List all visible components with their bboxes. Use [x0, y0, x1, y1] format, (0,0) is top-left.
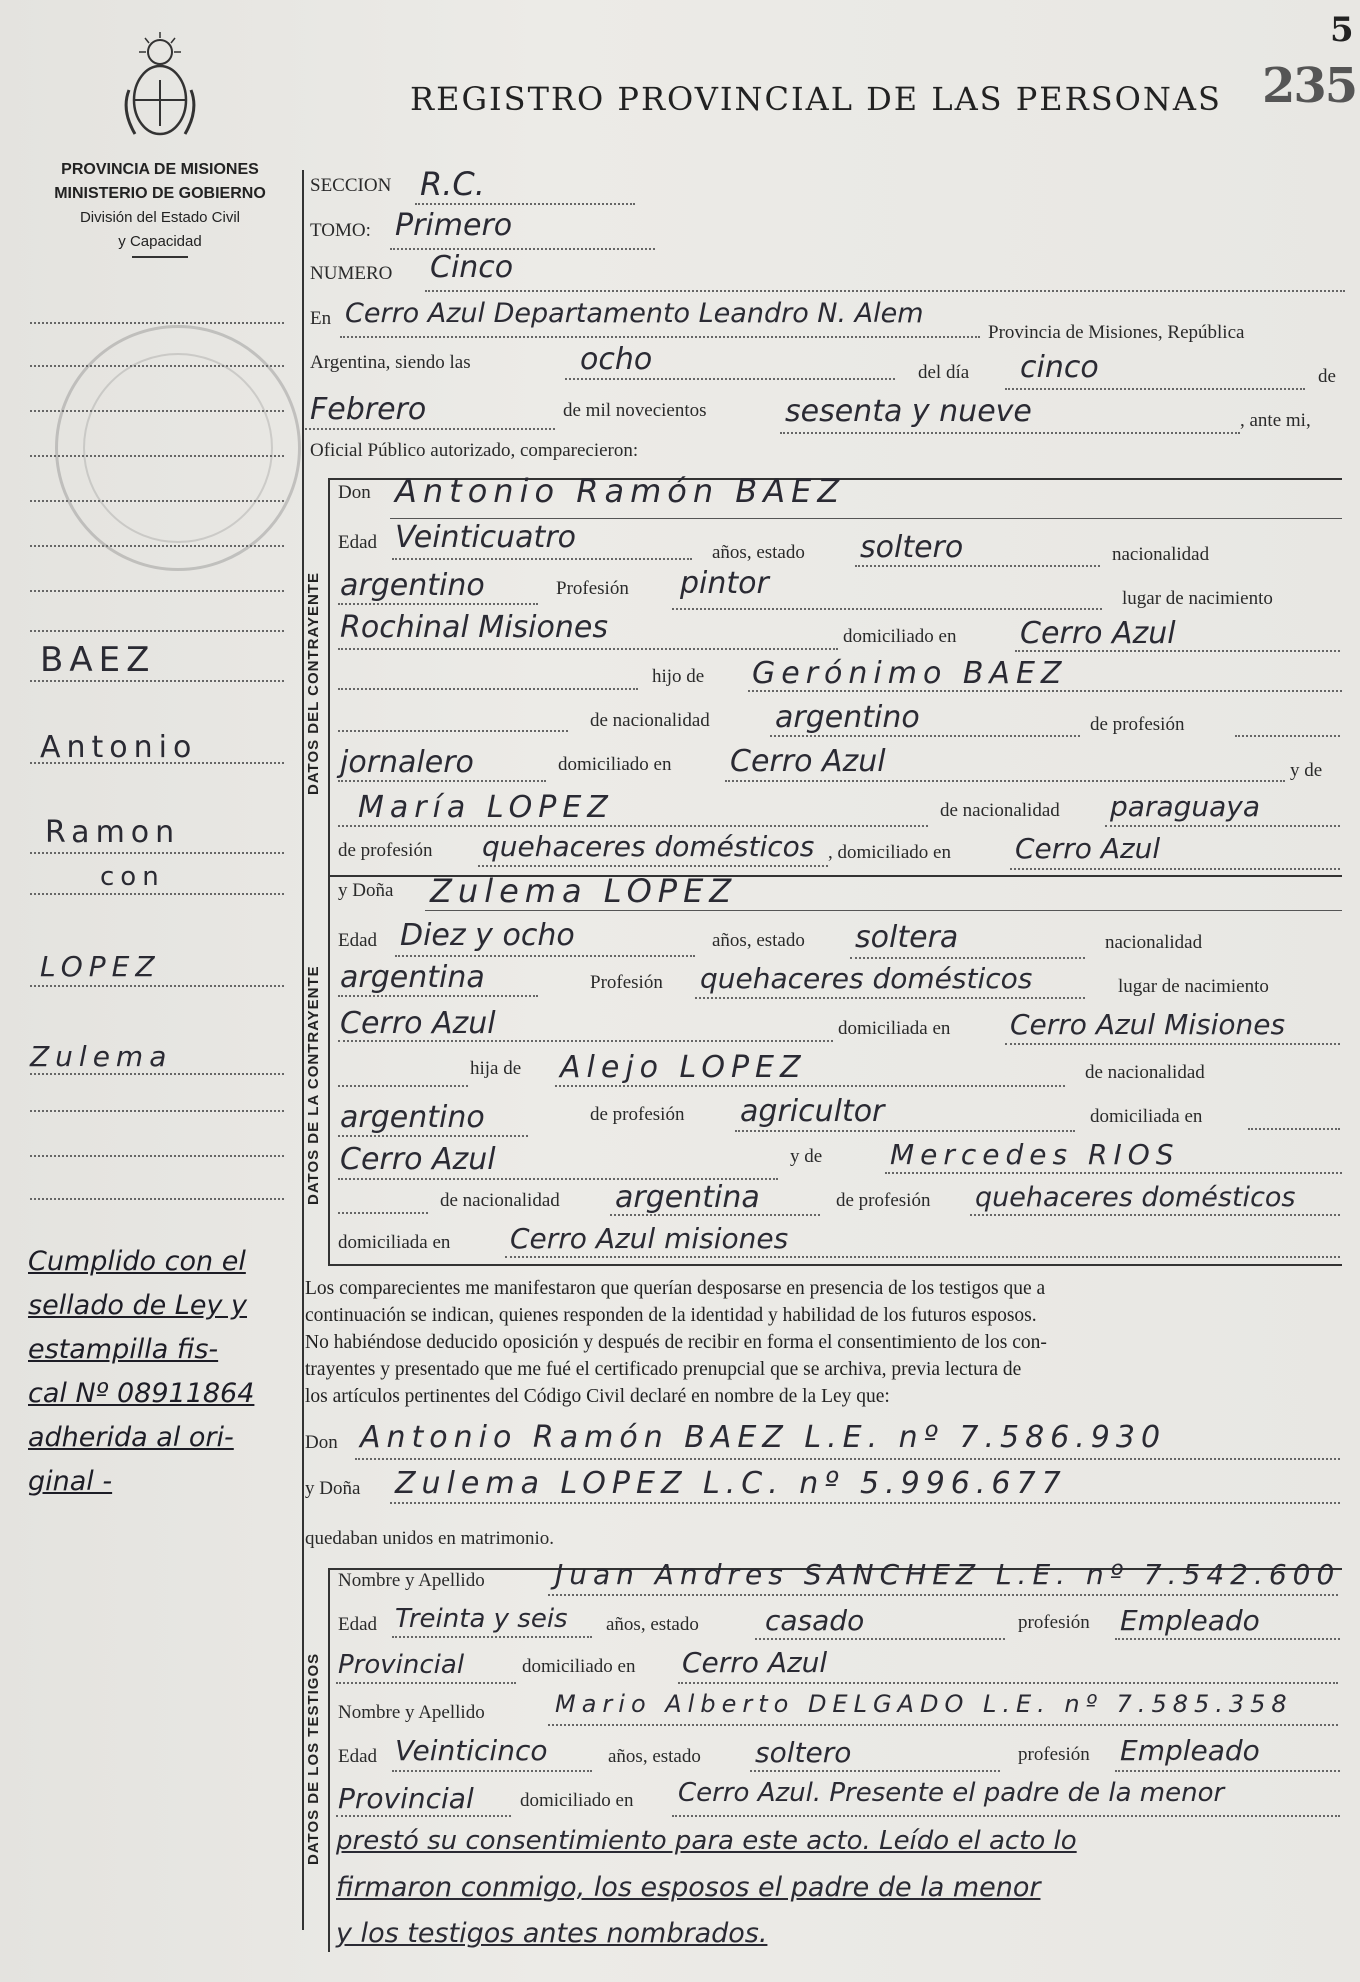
groom-nationality: argentino: [340, 568, 485, 603]
closing-line: prestó su consentimiento para este acto. Leído el acto lo: [336, 1826, 1077, 1856]
quedaban-label: quedaban unidos en matrimonio.: [305, 1528, 555, 1549]
seccion-value: R.C.: [420, 165, 485, 203]
groom-name: Antonio Ramón BAEZ: [395, 472, 846, 510]
edad-label-2: Edad: [338, 930, 378, 951]
bride-father-profession: agricultor: [740, 1094, 885, 1129]
nombre-apellido-label: Nombre y Apellido: [338, 1570, 485, 1591]
del-dia-label: del día: [918, 362, 970, 383]
bride-section-label: DATOS DE LA CONTRAYENTE: [305, 965, 322, 1205]
groom-domicile: Cerro Azul: [1020, 616, 1176, 651]
margin-note-line: cal Nº 08911864: [28, 1378, 255, 1409]
bride-domicile: Cerro Azul Misiones: [1010, 1008, 1286, 1041]
y-dona-label: y Doña: [338, 880, 394, 901]
margin-note-line: Cumplido con el: [28, 1246, 246, 1277]
groom-mother: María LOPEZ: [358, 790, 614, 825]
numero-label: NUMERO: [310, 263, 393, 284]
hora-value: ocho: [580, 342, 653, 377]
paragraph-line: los artículos pertinentes del Código Civil declaré en nombre de la Ley que:: [305, 1386, 890, 1407]
de-nacionalidad-label-2: de nacionalidad: [940, 800, 1060, 821]
witness1-age: Treinta y seis: [395, 1604, 568, 1634]
witness1-profession-2: Provincial: [338, 1650, 465, 1680]
bride-name: Zulema LOPEZ: [430, 872, 738, 910]
margin-note-line: estampilla fis-: [28, 1334, 219, 1365]
domiciliado-label-2: domiciliado en: [558, 754, 672, 775]
capacity-label: y Capacidad: [118, 233, 202, 250]
en-label: En: [310, 308, 332, 329]
de-profesion-label-4: de profesión: [836, 1190, 931, 1211]
anos-estado-label-4: años, estado: [608, 1746, 701, 1767]
oficial-label: Oficial Público autorizado, comparecieron:: [310, 440, 639, 461]
header-left: [30, 158, 290, 258]
domiciliado-label: domiciliado en: [843, 626, 957, 647]
closing-line: firmaron conmigo, los esposos el padre de la menor: [336, 1872, 1041, 1903]
groom-status: soltero: [860, 530, 964, 565]
witness2-profession-2: Provincial: [338, 1782, 474, 1815]
margin-note: [28, 1240, 298, 1504]
don-label: Don: [338, 482, 371, 503]
bride-mother: Mercedes RIOS: [890, 1138, 1180, 1171]
provincia-label: Provincia de Misiones, República: [988, 322, 1245, 343]
de-nacionalidad-label: de nacionalidad: [590, 710, 710, 731]
bride-final: Zulema LOPEZ L.C. nº 5.996.677: [395, 1466, 1067, 1501]
witness2-domicile: Cerro Azul. Presente el padre de la menor: [678, 1778, 1225, 1808]
dia-value: cinco: [1020, 350, 1099, 385]
argentina-label: Argentina, siendo las: [310, 352, 471, 373]
anio-value: sesenta y nueve: [785, 394, 1032, 429]
witnesses-section-label: DATOS DE LOS TESTIGOS: [305, 1652, 322, 1865]
bride-father-nationality: argentino: [340, 1100, 485, 1135]
domiciliado-label-5: domiciliado en: [520, 1790, 634, 1811]
de-profesion-label-2: de profesión: [338, 840, 433, 861]
nacionalidad-label-2: nacionalidad: [1105, 932, 1203, 953]
bride-father-domicile: Cerro Azul: [340, 1142, 496, 1177]
ante-mi-label: , ante mi,: [1240, 410, 1311, 431]
edad-label-4: Edad: [338, 1746, 378, 1767]
margin-with: con: [100, 862, 165, 892]
y-de-label-2: y de: [790, 1146, 823, 1167]
edad-label-3: Edad: [338, 1614, 378, 1635]
witness1-name: Juan Andres SANCHEZ L.E. nº 7.542.600: [555, 1558, 1341, 1591]
groom-mother-domicile: Cerro Azul: [1015, 832, 1161, 865]
paragraph-line: Los comparecientes me manifestaron que querían desposarse en presencia de los testigos que a: [305, 1278, 1046, 1299]
witness2-status: soltero: [755, 1736, 852, 1769]
numero-value: Cinco: [430, 250, 514, 285]
lugar-nac-label-2: lugar de nacimiento: [1118, 976, 1269, 997]
bride-status: soltera: [855, 920, 959, 955]
bride-mother-domicile: Cerro Azul misiones: [510, 1222, 789, 1255]
province-label: PROVINCIA DE MISIONES: [61, 161, 259, 178]
de-profesion-label: de profesión: [1090, 714, 1185, 735]
lugar-nac-label: lugar de nacimiento: [1122, 588, 1273, 609]
groom-mother-nationality: paraguaya: [1110, 790, 1261, 823]
groom-father-domicile: Cerro Azul: [730, 744, 886, 779]
groom-profession: pintor: [680, 566, 769, 601]
bride-age: Diez y ocho: [400, 918, 575, 953]
witness2-name: Mario Alberto DELGADO L.E. nº 7.585.358: [555, 1690, 1293, 1718]
paragraph-line: No habiéndose deducido oposición y después de recibir en forma el consentimiento de los con-: [305, 1332, 1047, 1353]
witness1-profession: Empleado: [1120, 1604, 1260, 1637]
bride-birthplace: Cerro Azul: [340, 1006, 496, 1041]
page-number: 5: [1330, 10, 1354, 50]
mil-label: de mil novecientos: [563, 400, 707, 421]
margin-surname-bride: LOPEZ: [40, 950, 161, 983]
groom-section-label: DATOS DEL CONTRAYENTE: [305, 572, 322, 795]
margin-note-line: ginal -: [28, 1466, 113, 1497]
groom-father-profession: jornalero: [340, 745, 474, 780]
anos-estado-label-3: años, estado: [606, 1614, 699, 1635]
witness1-domicile: Cerro Azul: [682, 1646, 828, 1679]
y-de-label: y de: [1290, 760, 1323, 781]
domiciliada-label-2: domiciliada en: [1090, 1106, 1203, 1127]
groom-father-nationality: argentino: [775, 700, 920, 735]
stamp-number: 235: [1262, 58, 1357, 114]
margin-note-line: sellado de Ley y: [28, 1290, 247, 1321]
y-dona-label-final: y Doña: [305, 1478, 361, 1499]
de-label: de: [1318, 366, 1336, 387]
profesion-lc-label-2: profesión: [1018, 1744, 1090, 1765]
bride-profession: quehaceres domésticos: [700, 962, 1033, 995]
seccion-label: SECCION: [310, 175, 392, 196]
paragraph-line: trayentes y presentado que me fué el certificado prenupcial que se archiva, previa lectura de: [305, 1359, 1022, 1380]
official-seal-icon: [55, 325, 301, 571]
bride-mother-profession: quehaceres domésticos: [975, 1182, 1296, 1213]
bride-father: Alejo LOPEZ: [560, 1050, 807, 1085]
margin-middle-groom: Ramon: [45, 815, 181, 850]
de-nacionalidad-label-3: de nacionalidad: [1085, 1062, 1205, 1083]
page-title: REGISTRO PROVINCIAL DE LAS PERSONAS: [410, 80, 1222, 118]
witness2-age: Veinticinco: [395, 1734, 548, 1767]
bride-nationality: argentina: [340, 960, 485, 995]
bride-mother-nationality: argentina: [615, 1180, 760, 1215]
tomo-label: TOMO:: [310, 220, 371, 241]
profesion-lc-label: profesión: [1018, 1612, 1090, 1633]
margin-note-line: adherida al ori-: [28, 1422, 234, 1453]
margin-name-groom: Antonio: [40, 730, 198, 765]
de-profesion-label-3: de profesión: [590, 1104, 685, 1125]
closing-line: y los testigos antes nombrados.: [336, 1918, 768, 1949]
paragraph-line: continuación se indican, quienes responden de la identidad y habilidad de los futuros esposos.: [305, 1305, 1037, 1326]
don-label-final: Don: [305, 1432, 338, 1453]
tomo-value: Primero: [395, 208, 513, 243]
witness1-status: casado: [765, 1604, 865, 1637]
margin-surname-groom: BAEZ: [40, 640, 156, 680]
profesion-label-2: Profesión: [590, 972, 663, 993]
witness2-profession: Empleado: [1120, 1734, 1260, 1767]
declaration-paragraph: [305, 1275, 1345, 1410]
groom-mother-profession: quehaceres domésticos: [482, 830, 815, 863]
groom-age: Veinticuatro: [395, 520, 577, 555]
anos-estado-label: años, estado: [712, 542, 805, 563]
hija-de-label: hija de: [470, 1058, 522, 1079]
anos-estado-label-2: años, estado: [712, 930, 805, 951]
coat-of-arms-icon: [115, 30, 205, 145]
de-nacionalidad-label-4: de nacionalidad: [440, 1190, 560, 1211]
groom-final: Antonio Ramón BAEZ L.E. nº 7.586.930: [360, 1420, 1167, 1455]
domiciliada-label-3: domiciliada en: [338, 1232, 451, 1253]
groom-father: Gerónimo BAEZ: [752, 656, 1068, 691]
nacionalidad-label: nacionalidad: [1112, 544, 1210, 565]
lugar-value: Cerro Azul Departamento Leandro N. Alem: [345, 298, 924, 329]
domiciliado-label-3: , domiciliado en: [828, 842, 951, 863]
mes-value: Febrero: [310, 392, 427, 427]
hijo-de-label: hijo de: [652, 666, 705, 687]
nombre-apellido-label-2: Nombre y Apellido: [338, 1702, 485, 1723]
groom-birthplace: Rochinal Misiones: [340, 610, 608, 645]
domiciliado-label-4: domiciliado en: [522, 1656, 636, 1677]
margin-name-bride: Zulema: [30, 1040, 173, 1073]
edad-label: Edad: [338, 532, 378, 553]
ministry-label: MINISTERIO DE GOBIERNO: [54, 185, 266, 202]
domiciliada-label: domiciliada en: [838, 1018, 951, 1039]
profesion-label: Profesión: [556, 578, 629, 599]
division-label: División del Estado Civil: [79, 209, 241, 226]
